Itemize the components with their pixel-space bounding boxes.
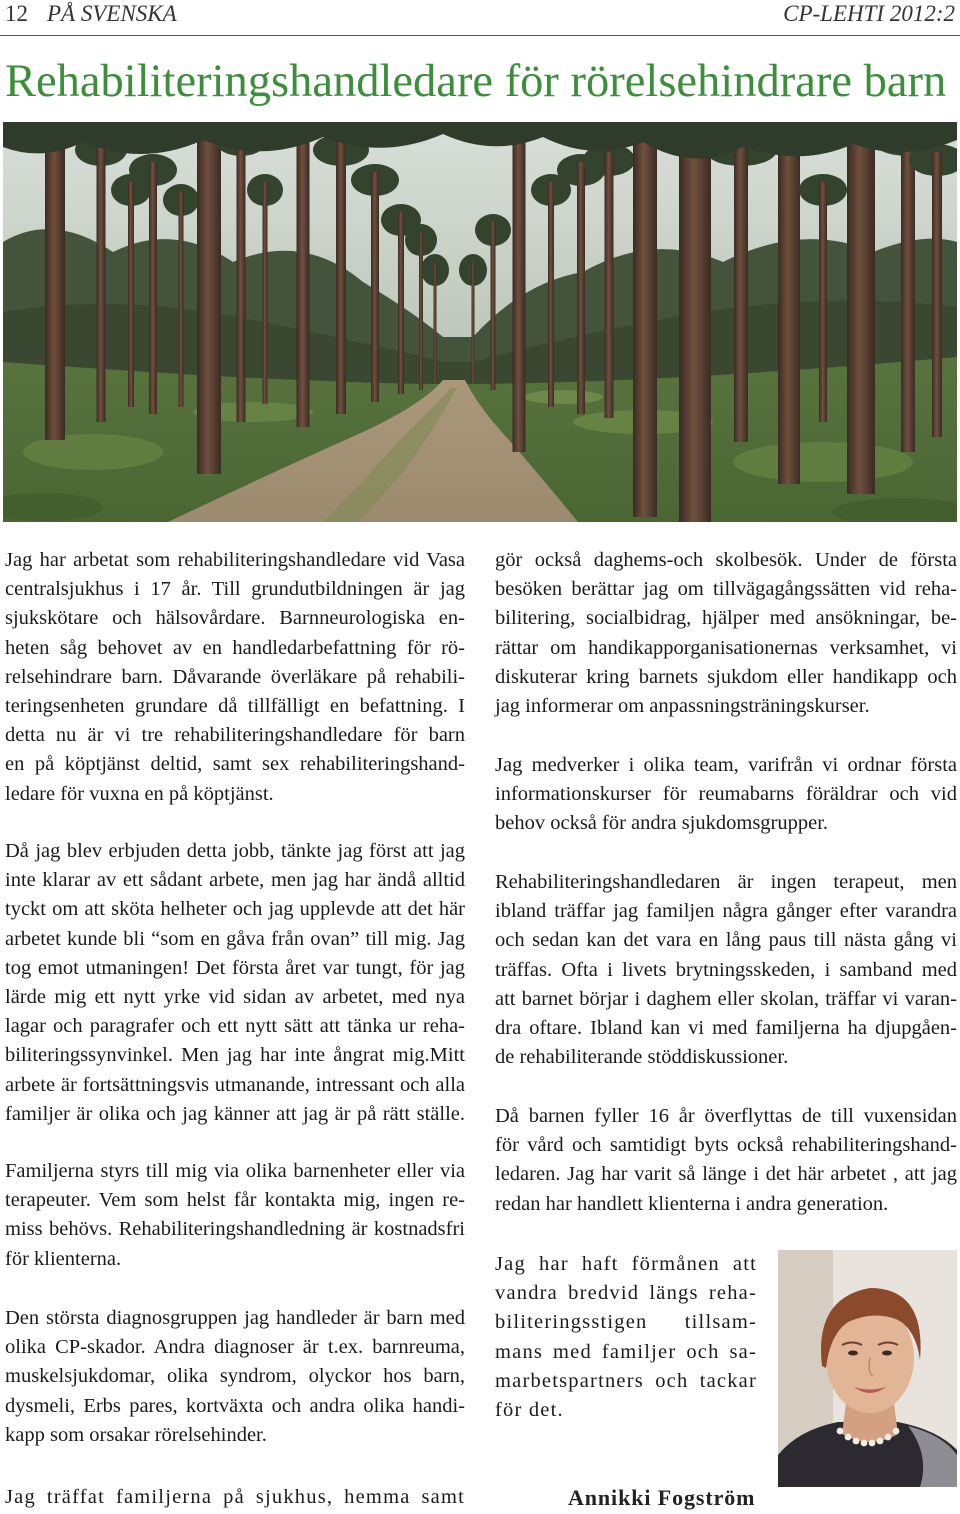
- text-line: mans med familjer och sa-: [495, 1340, 757, 1363]
- text-line: Jag träffat familjerna på sjukhus, hemma samt: [5, 1486, 465, 1508]
- pine-trunk: [297, 122, 310, 427]
- page-number: 12: [5, 1, 28, 26]
- text-line: biliteringsstigen tillsam-: [495, 1311, 757, 1334]
- text-line: de rehabiliterande stöddiskussioner.: [495, 1046, 789, 1069]
- pearl: [885, 1434, 892, 1441]
- pine-trunk: [548, 182, 554, 407]
- left-paragraph-5: [5, 1483, 465, 1512]
- author-signature: Annikki Fogström: [568, 1485, 756, 1510]
- pine-trunk: [605, 152, 614, 418]
- text-line: ledaren. Jag har varit så länge i det här arbetet , att jag: [495, 1163, 957, 1186]
- author-portrait-photo: [778, 1250, 957, 1487]
- pine-trunk: [679, 122, 711, 522]
- text-line: ledare för vuxna en på köptjänst.: [5, 782, 274, 805]
- pine-trunk: [398, 212, 404, 394]
- text-line: heten såg behovet av en handledarbefattning för rö-: [5, 636, 465, 659]
- pine-trunk: [263, 182, 268, 404]
- pearl: [837, 1428, 844, 1435]
- forest-road-photo: [3, 122, 957, 522]
- pine-trunk: [237, 132, 246, 422]
- pine-trunk: [819, 182, 827, 422]
- right-paragraph-3: [495, 868, 957, 1072]
- text-line: besöken berättar jag om tillvägagångssätten vid reha-: [495, 578, 957, 601]
- text-line: centralsjukhus i 17 år. Till grundutbildningen är jag: [5, 578, 465, 601]
- text-line: gör också daghems-och skolbesök. Under de första: [495, 549, 957, 571]
- section-label: PÅ SVENSKA: [47, 1, 177, 26]
- text-line: Rehabiliteringshandledaren är ingen terapeut, men: [495, 871, 957, 893]
- pearl: [893, 1428, 900, 1435]
- moss-patch: [523, 390, 603, 404]
- pine-trunk: [419, 232, 423, 390]
- text-line: för vård och samtidigt byts också rehabiliteringshand-: [495, 1134, 957, 1157]
- text-line: familjer är olika och jag känner att jag är på rätt ställe.: [5, 1102, 465, 1125]
- left-paragraph-3: [5, 1157, 465, 1274]
- text-line: rättar om handikapporganisationernas verksamhet, vi: [495, 636, 957, 659]
- moss-patch: [733, 442, 913, 482]
- text-line: informationskurser för reumabarns föräldrar och vid: [495, 783, 957, 806]
- text-line: detta nu är vi tre rehabiliteringshandledare för barn: [5, 724, 465, 747]
- pine-trunk: [128, 182, 134, 407]
- pine-trunk: [633, 122, 657, 517]
- pine-trunk: [932, 152, 942, 437]
- pine-trunk: [434, 262, 437, 384]
- pine-trunk: [336, 142, 346, 414]
- text-line: Då jag blev erbjuden detta jobb, tänkte jag först att jag: [5, 840, 465, 862]
- right-paragraph-2: [495, 751, 957, 839]
- text-line: vandra bredvid längs reha-: [495, 1282, 757, 1305]
- text-line: marbetspartners och tackar: [495, 1369, 757, 1392]
- issue-label: CP-LEHTI 2012:2: [783, 1, 955, 26]
- text-line: inte klarar av ett sådant arbete, men jag har ändå alltid: [5, 869, 465, 892]
- text-line: träffas. Ofta i livets brytningsskeden, i samband med: [495, 958, 957, 981]
- text-line: redan har handlett klienterna i andra generation.: [495, 1192, 889, 1215]
- right-eye: [882, 1351, 892, 1356]
- text-line: arbetet kunde bli “som en gåva från ovan” till mig. Jag: [5, 927, 465, 950]
- pearl: [845, 1434, 852, 1441]
- pearl: [853, 1438, 860, 1445]
- left-paragraph-1: [5, 546, 465, 809]
- text-line: och sedan kan det vara en lång paus till nästa gång vi: [495, 929, 957, 952]
- text-line: Familjerna styrs till mig via olika barnenheter eller via: [5, 1160, 465, 1182]
- pine-trunk: [371, 172, 379, 402]
- text-line: behov också för andra sjukdomsgrupper.: [495, 812, 829, 835]
- left-eye: [848, 1351, 858, 1356]
- text-line: relsehindrare barn. Dåvarande överläkare på rehabili-: [5, 665, 465, 688]
- pine-trunk: [734, 142, 748, 442]
- text-line: diskuterar kring barnets sjukdom eller handikapp och: [495, 665, 957, 688]
- pearl: [861, 1440, 868, 1447]
- header-rule: [0, 35, 960, 36]
- text-line: Jag medverker i olika team, varifrån vi ordnar första: [495, 754, 957, 776]
- text-line: olika CP-skador. Andra diagnoser är t.ex. barnreuma,: [5, 1336, 465, 1359]
- pine-trunk: [577, 162, 585, 414]
- pine-trunk: [197, 122, 221, 474]
- pine-trunk: [491, 222, 496, 390]
- text-line: tog emot utmaningen! Det första året var tungt, för jag: [5, 956, 465, 979]
- text-line: för det.: [495, 1399, 564, 1422]
- text-line: kapp som orsakar rörelsehinder.: [5, 1423, 267, 1446]
- text-line: Då barnen fyller 16 år överflyttas de till vuxensidan: [495, 1105, 957, 1127]
- pine-trunk: [179, 192, 184, 407]
- left-paragraph-4: [5, 1304, 465, 1450]
- text-line: lärde mig ett nytt yrke vid sidan av arbetet, med nya: [5, 986, 465, 1009]
- pearl: [877, 1438, 884, 1445]
- text-line: att barnet börjar i daghem eller skolan, träffar vi varan-: [495, 987, 957, 1010]
- left-paragraph-2: [5, 837, 465, 1129]
- right-paragraph-5: [495, 1250, 757, 1425]
- text-line: för klienterna.: [5, 1247, 122, 1270]
- pine-trunk: [97, 142, 106, 422]
- moss-patch: [23, 434, 163, 470]
- pine-trunk: [472, 262, 475, 384]
- text-line: biliteringssynvinkel. Men jag har inte ångrat mig.Mitt: [5, 1044, 465, 1067]
- text-line: Den största diagnosgruppen jag handleder är barn med: [5, 1307, 465, 1329]
- text-line: lagar och paragrafer och ett nytt sätt att tänka ur reha-: [5, 1015, 465, 1038]
- text-line: jag informerar om anpassningsträningskurser.: [495, 695, 870, 718]
- pearl: [869, 1440, 876, 1447]
- text-line: tyckt om att sköta helheter och jag upplevde att det här: [5, 898, 465, 921]
- text-line: Jag har arbetat som rehabiliteringshandledare vid Vasa: [5, 549, 465, 571]
- text-line: ibland träffar jag familjen några gånger efter varandra: [495, 900, 957, 923]
- text-line: sjukskötare och hälsovårdare. Barnneurologiska en-: [5, 607, 465, 630]
- pine-trunk: [901, 132, 915, 452]
- text-line: miss behövs. Rehabiliteringshandledning är kostnadsfri: [5, 1218, 465, 1241]
- text-line: bilitering, socialbidrag, hjälper med ansökningar, be-: [495, 607, 957, 630]
- pine-trunk: [149, 162, 157, 414]
- text-line: en på köptjänst deltid, samt sex rehabiliteringshand-: [5, 753, 465, 776]
- text-line: muskelsjukdomar, olika syndrom, olyckor hos barn,: [5, 1365, 465, 1388]
- pine-trunk: [847, 122, 875, 494]
- pine-trunk: [778, 122, 800, 484]
- right-paragraph-1: [495, 546, 957, 721]
- text-line: terapeuter. Vem som helst får kontakta mig, ingen re-: [5, 1189, 465, 1212]
- pine-trunk: [513, 122, 526, 452]
- text-line: arbete är fortsättningsvis utmanande, intressant och alla: [5, 1073, 465, 1096]
- article-title: Rehabiliteringshandledare för rörelsehindrare barn: [5, 56, 947, 107]
- right-paragraph-4: [495, 1102, 957, 1219]
- pine-trunk: [45, 122, 65, 440]
- text-line: dra oftare. Ibland kan vi med familjerna ha djupgåen-: [495, 1017, 957, 1040]
- text-line: Jag har haft förmånen att: [495, 1253, 757, 1275]
- text-line: dysmeli, Erbs pares, kortväxta och andra olika handi-: [5, 1394, 465, 1417]
- text-line: teringsenheten grundare då tillfälligt en befattning. I: [5, 695, 465, 718]
